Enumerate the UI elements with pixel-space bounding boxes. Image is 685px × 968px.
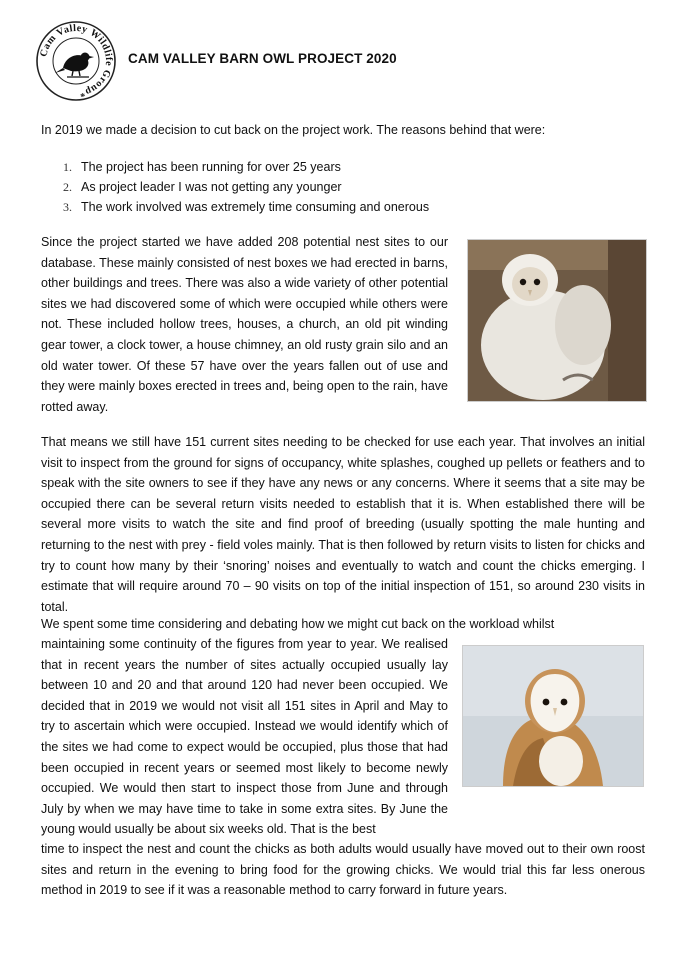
list-number: 3. (63, 200, 72, 214)
reasons-list (41, 157, 429, 217)
paragraph-site-checks: That means we still have 151 current sites needing to be checked for use each year. That involves an initial visit to inspect from the ground for signs of occupancy, white splashes, coughed up pellets or feathers and to speak with the site owners to see if they have any news or any concerns. Where it seems that a site may be occupied there can be several return visits needed to establish that it is. When established there will be several more visits to watch the site and find proof of breeding (usually spotting the male hunting and returning to the nest with prey - field voles mainly. That is then followed by return visits to listen for chicks and try to count how many by their ‘snoring’ noises and eventually to watch and count the chicks emerging. I estimate that will require around 70 – 90 visits on top of the initial inspection of 151, so around 230 visits in total. (41, 435, 645, 614)
paragraph-nest-sites: Since the project started we have added 208 potential nest sites to our database. These mainly consisted of nest boxes we had erected in barns, other buildings and trees. There was also a wide variety of other potential sites we had discovered some of which were occupied while others were not. These included hollow trees, houses, a church, an old pit winding gear tower, a clock tower, a house chimney, an old rusty grain silo and an old water tower. Of these 57 have over the years fallen out of use and they were mainly boxes erected in trees and, being open to the rain, have rotted away. (41, 235, 448, 414)
list-text: The work involved was extremely time consuming and onerous (81, 200, 430, 214)
paragraph-workload-body: maintaining some continuity of the figures from year to year. We realised that in recent years the number of sites actually occupied usually lay between 10 and 20 and that around 120 had never been occupied. We decided that in 2019 we would not visit all 151 sites in April and May to try to ascertain which were occupied. Instead we would identify which of the sites we had come to expect would be occupied, plus those that had been occupied in recent years or seemed most likely to become newly occupied. We would then start to inspect those from June and through July by when we may have time to take in some extra sites. By June the young would usually be about six weeks old. That is the best (41, 637, 448, 837)
paragraph-workload-end: time to inspect the nest and count the chicks as both adults would usually have moved out to their own roost sites and return in the evening to bring food for the growing chicks. We would trial this far less onerous method in 2019 to see if it was a reasonable method to carry forward in future years. (41, 842, 645, 898)
adult-barn-owl-photo (462, 645, 644, 787)
list-item (41, 197, 429, 217)
intro-text: In 2019 we made a decision to cut back on the project work. The reasons behind that were: (41, 123, 546, 137)
list-item (41, 177, 429, 197)
paragraph-workload-line1: We spent some time considering and debating how we might cut back on the workload whilst (41, 617, 555, 631)
list-number: 2. (63, 180, 72, 194)
list-number: 1. (63, 160, 72, 174)
logo-ring-text: Cam Valley Wildlife Group* (38, 22, 115, 99)
cam-valley-wildlife-group-logo (35, 20, 117, 102)
barn-owl-chicks-photo (467, 239, 647, 402)
list-item (41, 157, 429, 177)
list-text: As project leader I was not getting any younger (81, 180, 342, 194)
list-text: The project has been running for over 25 years (81, 160, 341, 174)
page-title: CAM VALLEY BARN OWL PROJECT 2020 (128, 51, 397, 66)
